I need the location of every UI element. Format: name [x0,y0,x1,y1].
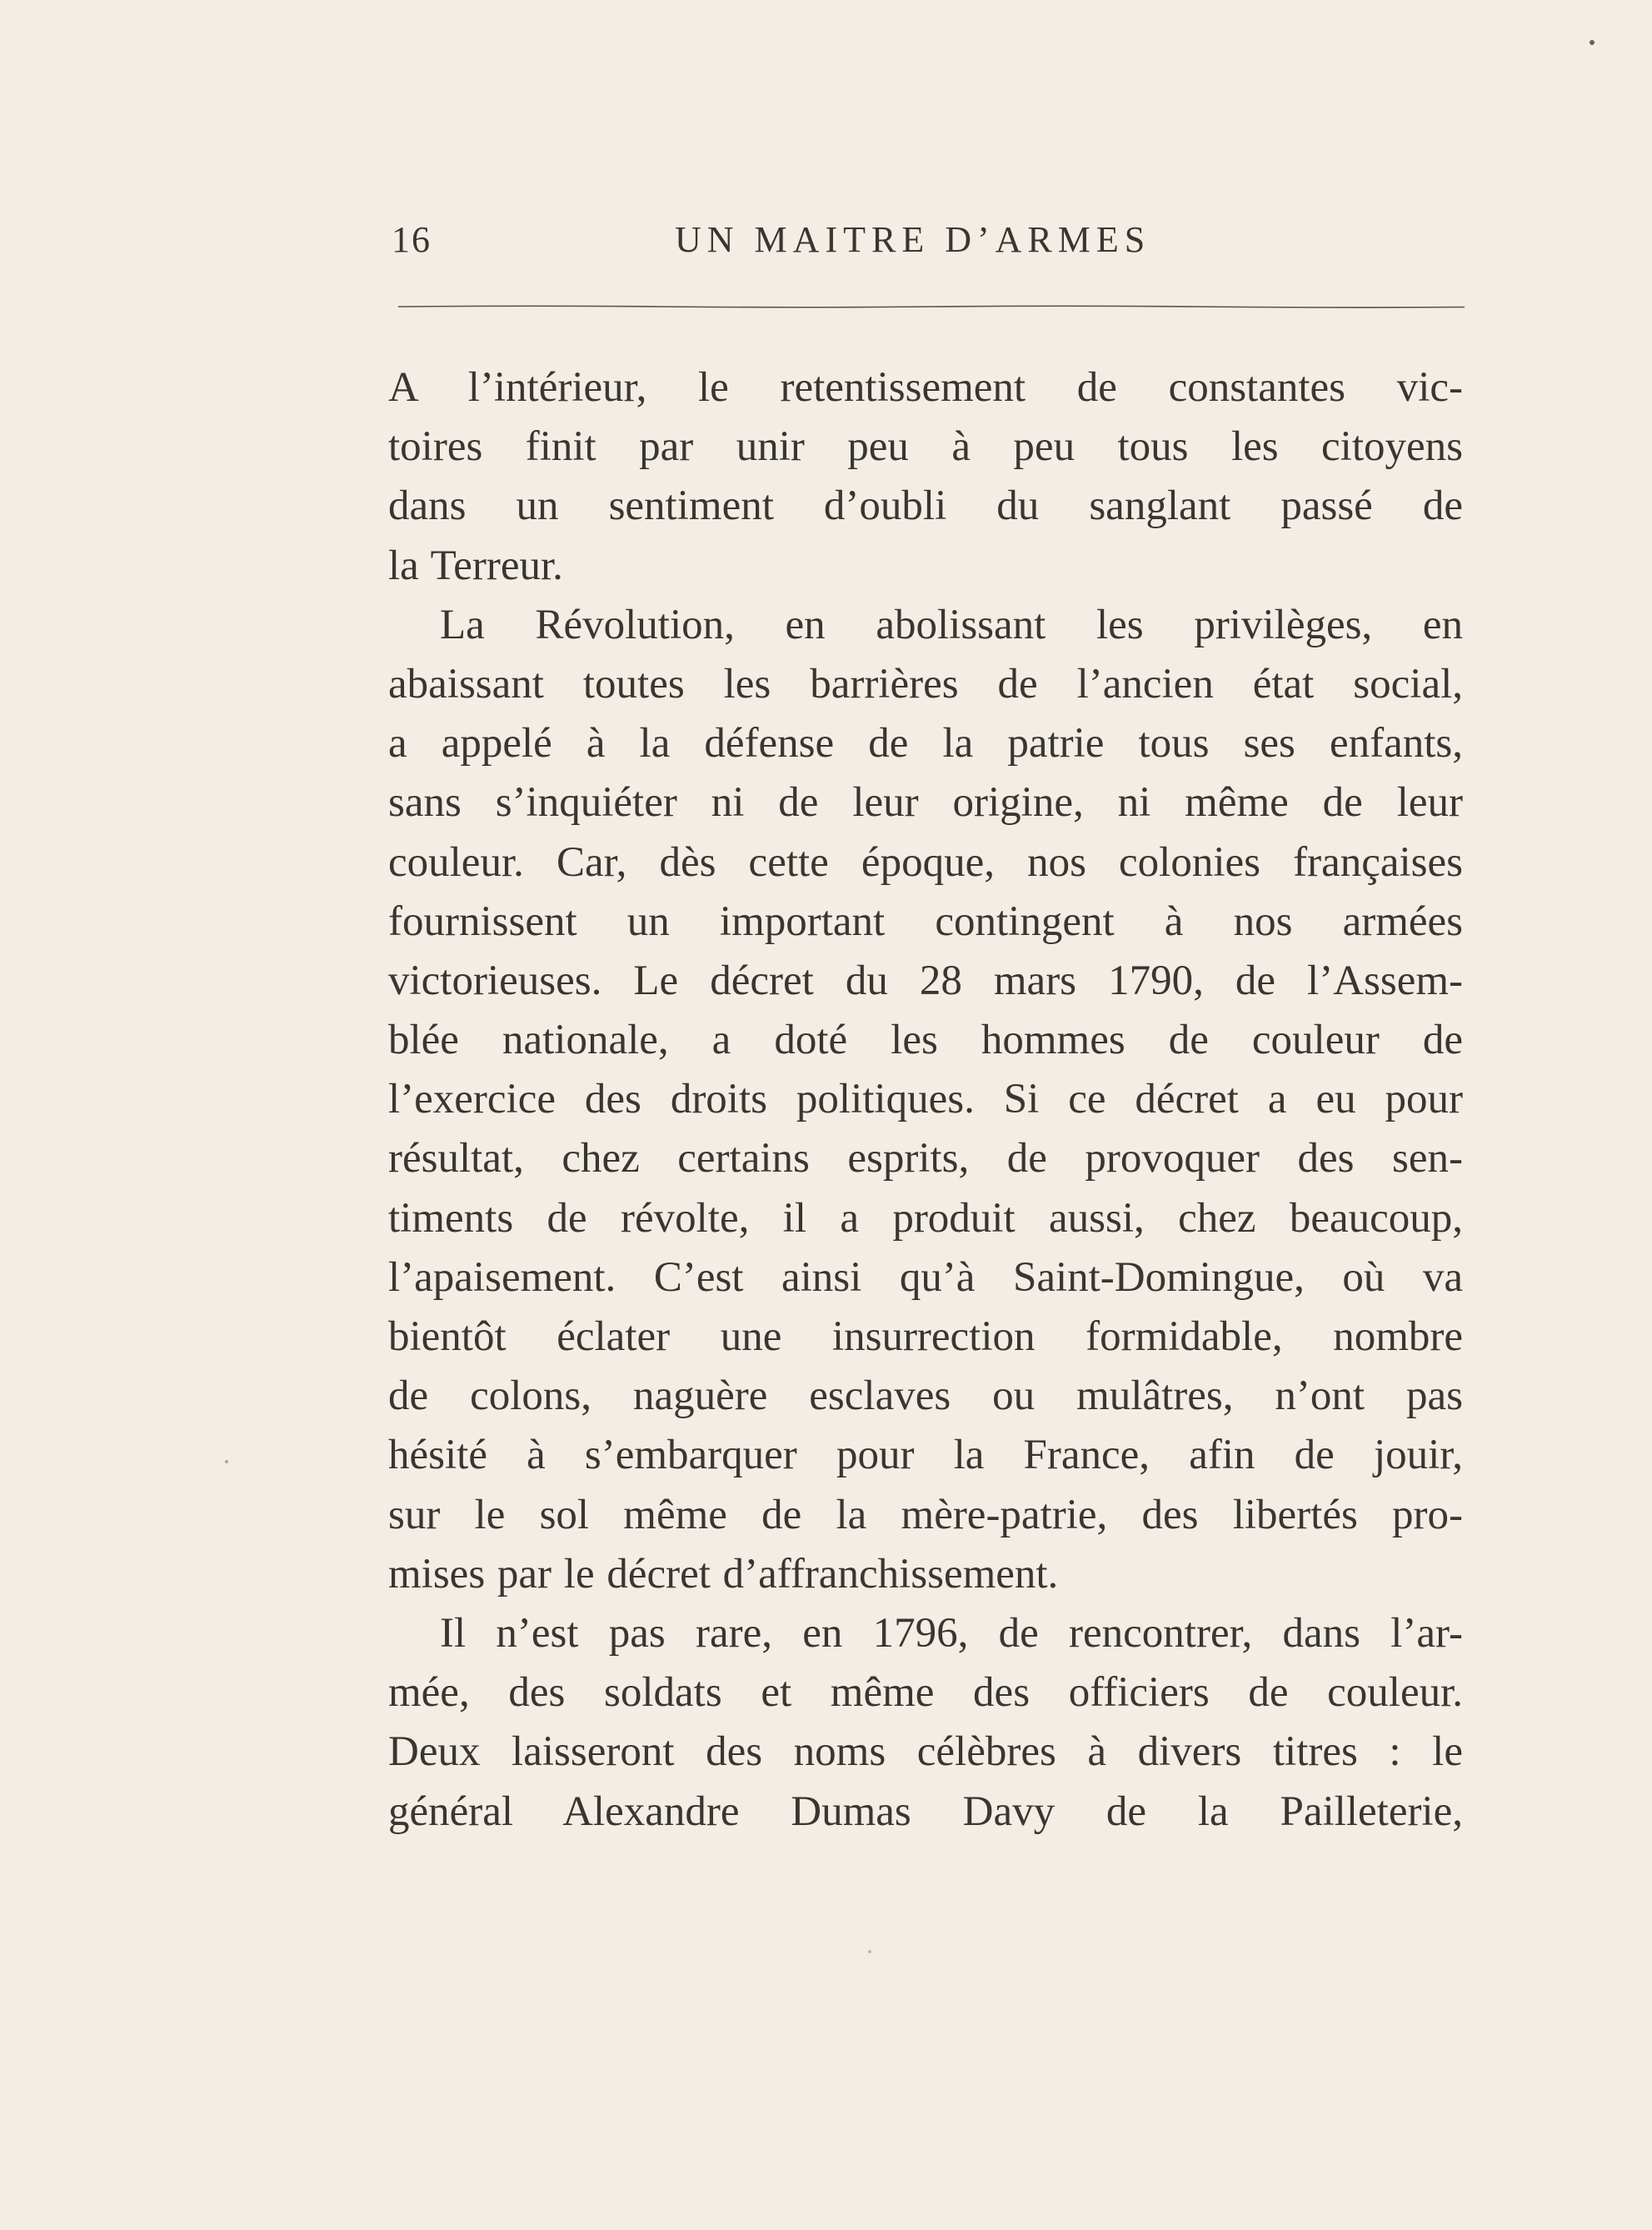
paper-speck [225,1460,228,1463]
text-line: sur le sol même de la mère-patrie, des libertés pro- [388,1491,1463,1538]
running-header [392,218,1466,277]
header-rule [398,305,1465,308]
text-line: a appelé à la défense de la patrie tous ses enfants, [388,720,1463,768]
text-line: bientôt éclater une insurrection formidable, nombre [388,1313,1463,1360]
text-line: timents de révolte, il a produit aussi, chez beaucoup, [388,1194,1463,1242]
text-line: Il n’est pas rare, en 1796, de rencontrer, dans l’ar- [440,1609,1463,1657]
body-text [388,358,1463,1842]
text-line: l’exercice des droits politiques. Si ce décret a eu pour [388,1076,1463,1123]
text-line: dans un sentiment d’oubli du sanglant passé de [388,482,1463,530]
text-line: Deux laisseront des noms célèbres à divers titres : le [388,1728,1463,1776]
paragraph [388,596,1463,1604]
text-line: la Terreur. [388,542,563,589]
text-line: victorieuses. Le décret du 28 mars 1790, de l’Assem- [388,957,1463,1004]
paragraph [388,358,1463,596]
page-number: 16 [392,219,432,260]
text-line: abaissant toutes les barrières de l’ancien état social, [388,660,1463,708]
text-line: hésité à s’embarquer pour la France, afin de jouir, [388,1432,1463,1479]
text-line: blée nationale, a doté les hommes de couleur de [388,1017,1463,1064]
text-line: La Révolution, en abolissant les privilèges, en [440,601,1463,648]
text-line: fournissent un important contingent à nos armées [388,898,1463,945]
text-line: sans s’inquiéter ni de leur origine, ni même de leur [388,779,1463,827]
text-line: résultat, chez certains esprits, de provoquer des sen- [388,1135,1463,1182]
paragraph [388,1604,1463,1842]
text-line: mée, des soldats et même des officiers de couleur. [388,1669,1463,1717]
text-line: général Alexandre Dumas Davy de la Pailleterie, [388,1788,1463,1835]
text-line: toires finit par unir peu à peu tous les citoyens [388,423,1463,471]
paper-speck [868,1950,871,1953]
text-line: A l’intérieur, le retentissement de constantes vic- [388,364,1463,411]
text-line: couleur. Car, dès cette époque, nos colonies françaises [388,838,1463,886]
text-line: l’apaisement. C’est ainsi qu’à Saint-Domingue, où va [388,1253,1463,1301]
paper-speck [1590,40,1595,45]
text-line: de colons, naguère esclaves ou mulâtres, n’ont pas [388,1372,1463,1420]
text-line: mises par le décret d’affranchissement. [388,1550,1059,1598]
running-title: UN MAITRE D’ARMES [675,219,1151,260]
